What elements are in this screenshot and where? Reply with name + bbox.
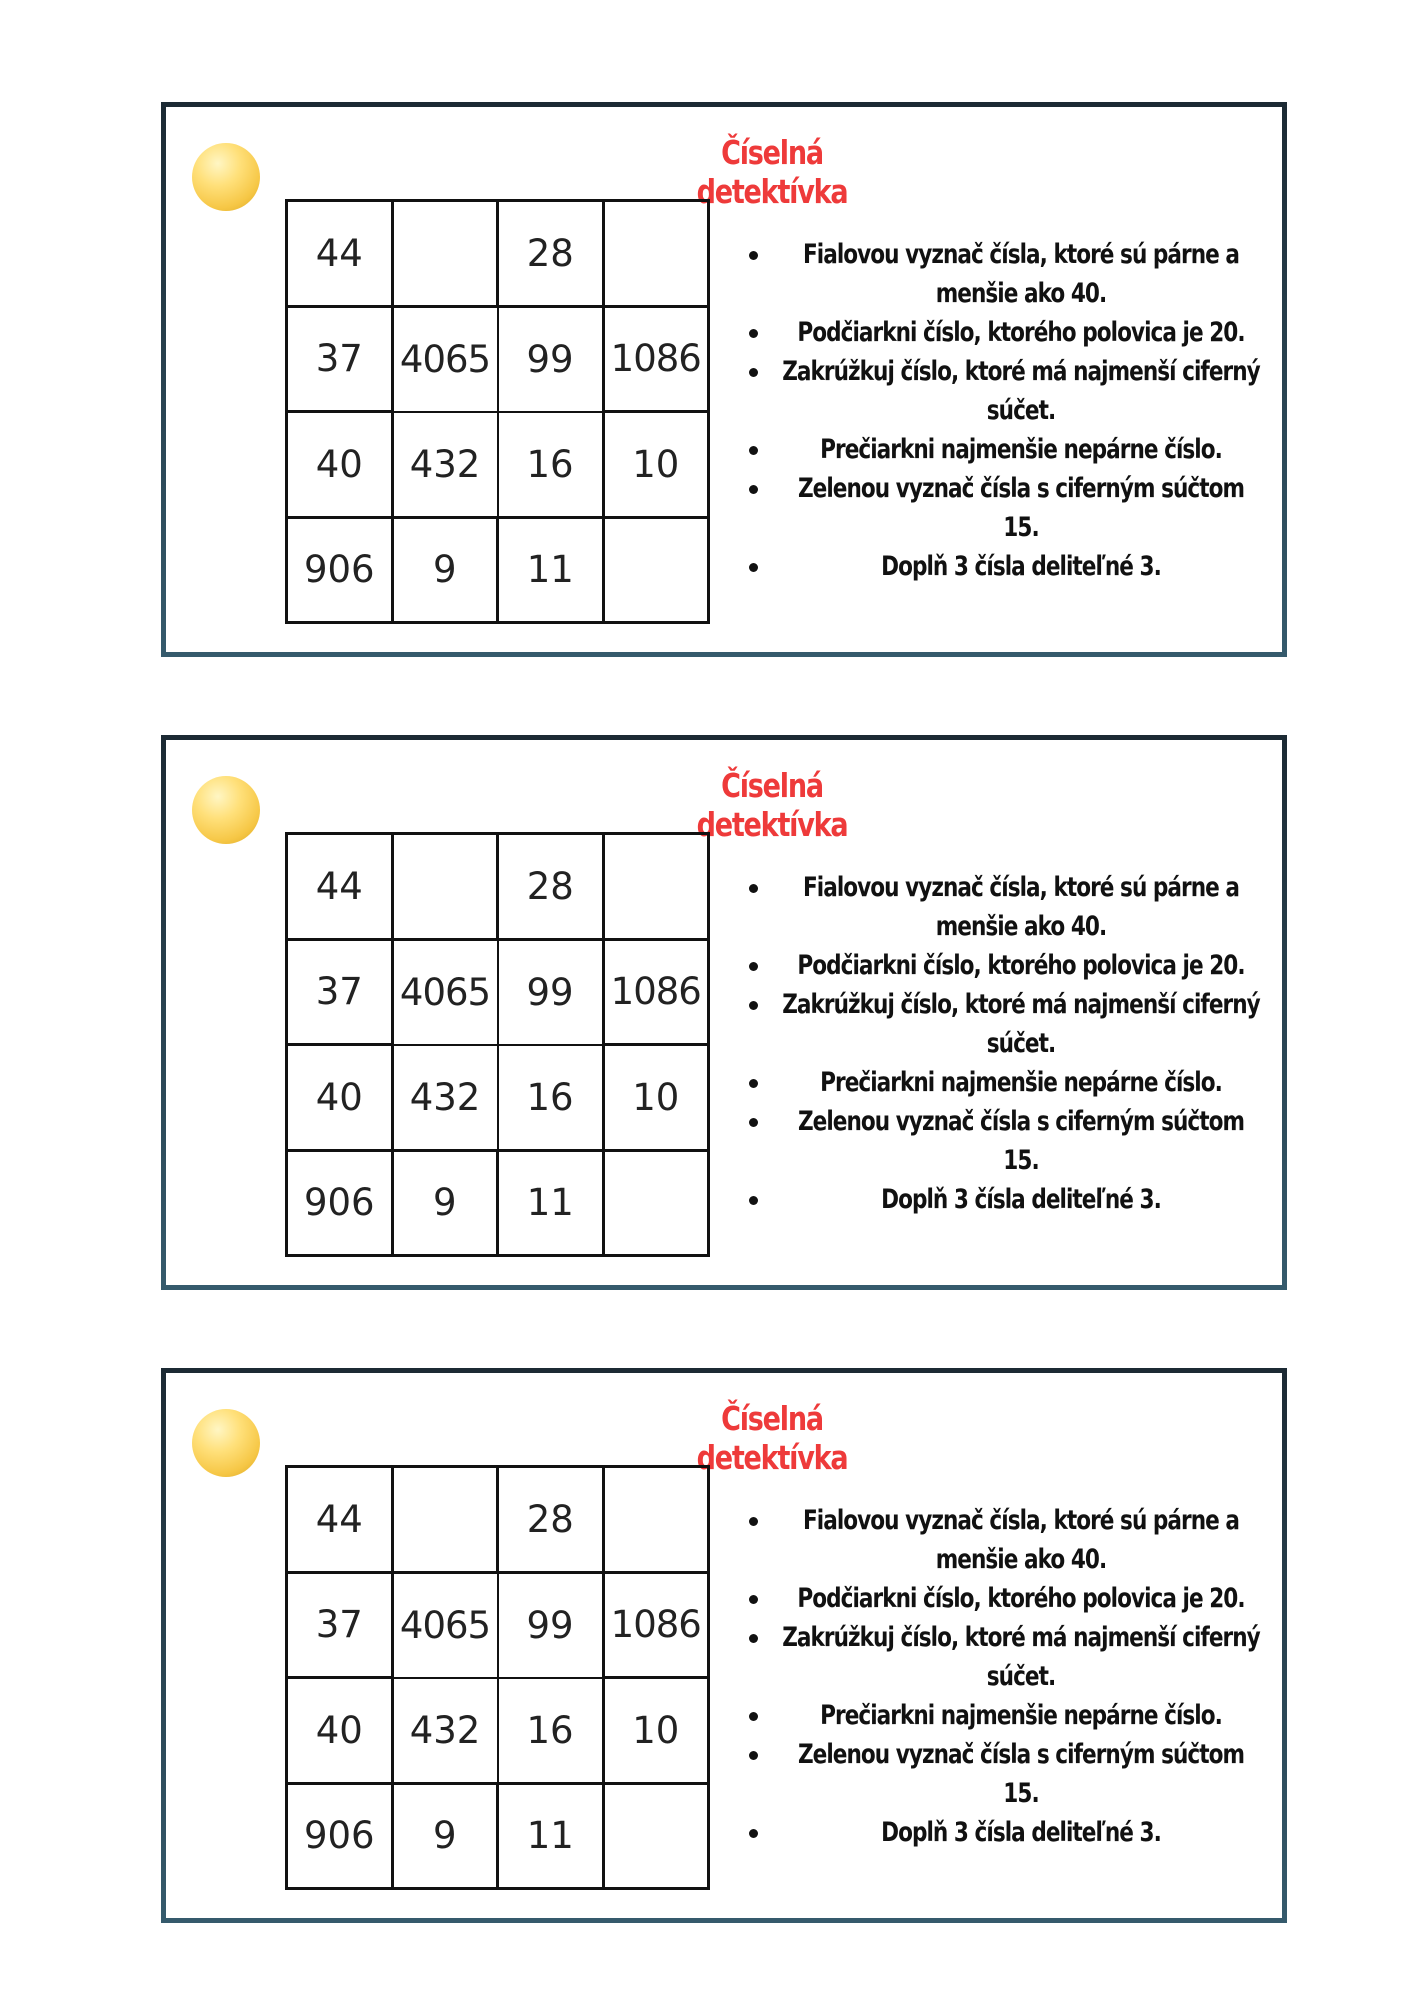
yellow-ball-icon	[192, 143, 260, 211]
task-item: Zelenou vyznač čísla s ciferným súčtom 15.	[731, 1102, 1261, 1180]
number-grid	[285, 199, 710, 624]
grid-cell	[603, 1467, 709, 1573]
bullet-icon	[749, 1079, 758, 1088]
bullet-icon	[749, 1634, 758, 1643]
grid-cell: 40	[287, 1678, 393, 1784]
task-list	[731, 868, 1261, 1219]
worksheet-card	[161, 102, 1287, 657]
grid-cell: 99	[498, 306, 604, 412]
task-item: Prečiarkni najmenšie nepárne číslo.	[731, 1696, 1261, 1735]
task-item: Zakrúžkuj číslo, ktoré má najmenší ciferný súčet.	[731, 352, 1261, 430]
task-item: Zakrúžkuj číslo, ktoré má najmenší ciferný súčet.	[731, 985, 1261, 1063]
grid-cell: 9	[392, 1150, 498, 1256]
bullet-icon	[749, 329, 758, 338]
yellow-ball-icon	[192, 776, 260, 844]
card-title: Číselná detektívka	[696, 766, 848, 844]
bullet-icon	[749, 1001, 758, 1010]
grid-cell: 432	[392, 1678, 498, 1784]
worksheet-card	[161, 735, 1287, 1290]
grid-cell: 99	[498, 939, 604, 1045]
grid-cell	[603, 1783, 709, 1889]
grid-cell: 9	[392, 517, 498, 623]
grid-cell: 40	[287, 1045, 393, 1151]
grid-cell: 16	[498, 1678, 604, 1784]
bullet-icon	[749, 1595, 758, 1604]
grid-cell	[603, 517, 709, 623]
grid-cell: 16	[498, 1045, 604, 1151]
grid-cell: 44	[287, 834, 393, 940]
grid-cell: 16	[498, 412, 604, 518]
number-grid	[285, 832, 710, 1257]
grid-cell: 4065	[392, 939, 498, 1045]
grid-cell: 906	[287, 517, 393, 623]
grid-cell: 906	[287, 1150, 393, 1256]
grid-cell: 37	[287, 939, 393, 1045]
grid-cell: 28	[498, 834, 604, 940]
task-item: Fialovou vyznač čísla, ktoré sú párne a menšie ako 40.	[731, 868, 1261, 946]
bullet-icon	[749, 1517, 758, 1526]
grid-cell: 1086	[603, 1572, 709, 1678]
task-item: Doplň 3 čísla deliteľné 3.	[731, 547, 1261, 586]
grid-cell	[603, 201, 709, 307]
worksheet-card	[161, 1368, 1287, 1923]
grid-cell: 40	[287, 412, 393, 518]
grid-cell: 11	[498, 517, 604, 623]
grid-cell	[603, 1150, 709, 1256]
grid-cell: 4065	[392, 306, 498, 412]
grid-cell	[392, 1467, 498, 1573]
task-item: Fialovou vyznač čísla, ktoré sú párne a menšie ako 40.	[731, 1501, 1261, 1579]
grid-cell: 432	[392, 412, 498, 518]
bullet-icon	[749, 485, 758, 494]
task-item: Podčiarkni číslo, ktorého polovica je 20.	[731, 946, 1261, 985]
grid-cell: 28	[498, 1467, 604, 1573]
number-grid	[285, 1465, 710, 1890]
task-list	[731, 1501, 1261, 1852]
grid-cell: 11	[498, 1150, 604, 1256]
bullet-icon	[749, 884, 758, 893]
bullet-icon	[749, 1712, 758, 1721]
grid-cell: 99	[498, 1572, 604, 1678]
card-title: Číselná detektívka	[696, 133, 848, 211]
bullet-icon	[749, 446, 758, 455]
task-item: Doplň 3 čísla deliteľné 3.	[731, 1813, 1261, 1852]
task-item: Zelenou vyznač čísla s ciferným súčtom 15.	[731, 469, 1261, 547]
grid-cell: 4065	[392, 1572, 498, 1678]
grid-cell: 44	[287, 201, 393, 307]
bullet-icon	[749, 1196, 758, 1205]
task-item: Prečiarkni najmenšie nepárne číslo.	[731, 1063, 1261, 1102]
grid-cell: 44	[287, 1467, 393, 1573]
grid-cell: 9	[392, 1783, 498, 1889]
task-item: Zelenou vyznač čísla s ciferným súčtom 15.	[731, 1735, 1261, 1813]
task-item: Fialovou vyznač čísla, ktoré sú párne a menšie ako 40.	[731, 235, 1261, 313]
grid-cell	[392, 201, 498, 307]
grid-cell: 10	[603, 1678, 709, 1784]
grid-cell: 28	[498, 201, 604, 307]
bullet-icon	[749, 563, 758, 572]
grid-cell	[392, 834, 498, 940]
yellow-ball-icon	[192, 1409, 260, 1477]
grid-cell	[603, 834, 709, 940]
task-item: Doplň 3 čísla deliteľné 3.	[731, 1180, 1261, 1219]
bullet-icon	[749, 1751, 758, 1760]
task-item: Podčiarkni číslo, ktorého polovica je 20.	[731, 1579, 1261, 1618]
task-item: Zakrúžkuj číslo, ktoré má najmenší ciferný súčet.	[731, 1618, 1261, 1696]
bullet-icon	[749, 251, 758, 260]
grid-cell: 10	[603, 412, 709, 518]
bullet-icon	[749, 1118, 758, 1127]
bullet-icon	[749, 368, 758, 377]
task-list	[731, 235, 1261, 586]
task-item: Podčiarkni číslo, ktorého polovica je 20.	[731, 313, 1261, 352]
grid-cell: 1086	[603, 939, 709, 1045]
task-item: Prečiarkni najmenšie nepárne číslo.	[731, 430, 1261, 469]
grid-cell: 37	[287, 306, 393, 412]
bullet-icon	[749, 962, 758, 971]
grid-cell: 906	[287, 1783, 393, 1889]
card-title: Číselná detektívka	[696, 1399, 848, 1477]
grid-cell: 37	[287, 1572, 393, 1678]
grid-cell: 11	[498, 1783, 604, 1889]
grid-cell: 10	[603, 1045, 709, 1151]
grid-cell: 432	[392, 1045, 498, 1151]
grid-cell: 1086	[603, 306, 709, 412]
bullet-icon	[749, 1829, 758, 1838]
